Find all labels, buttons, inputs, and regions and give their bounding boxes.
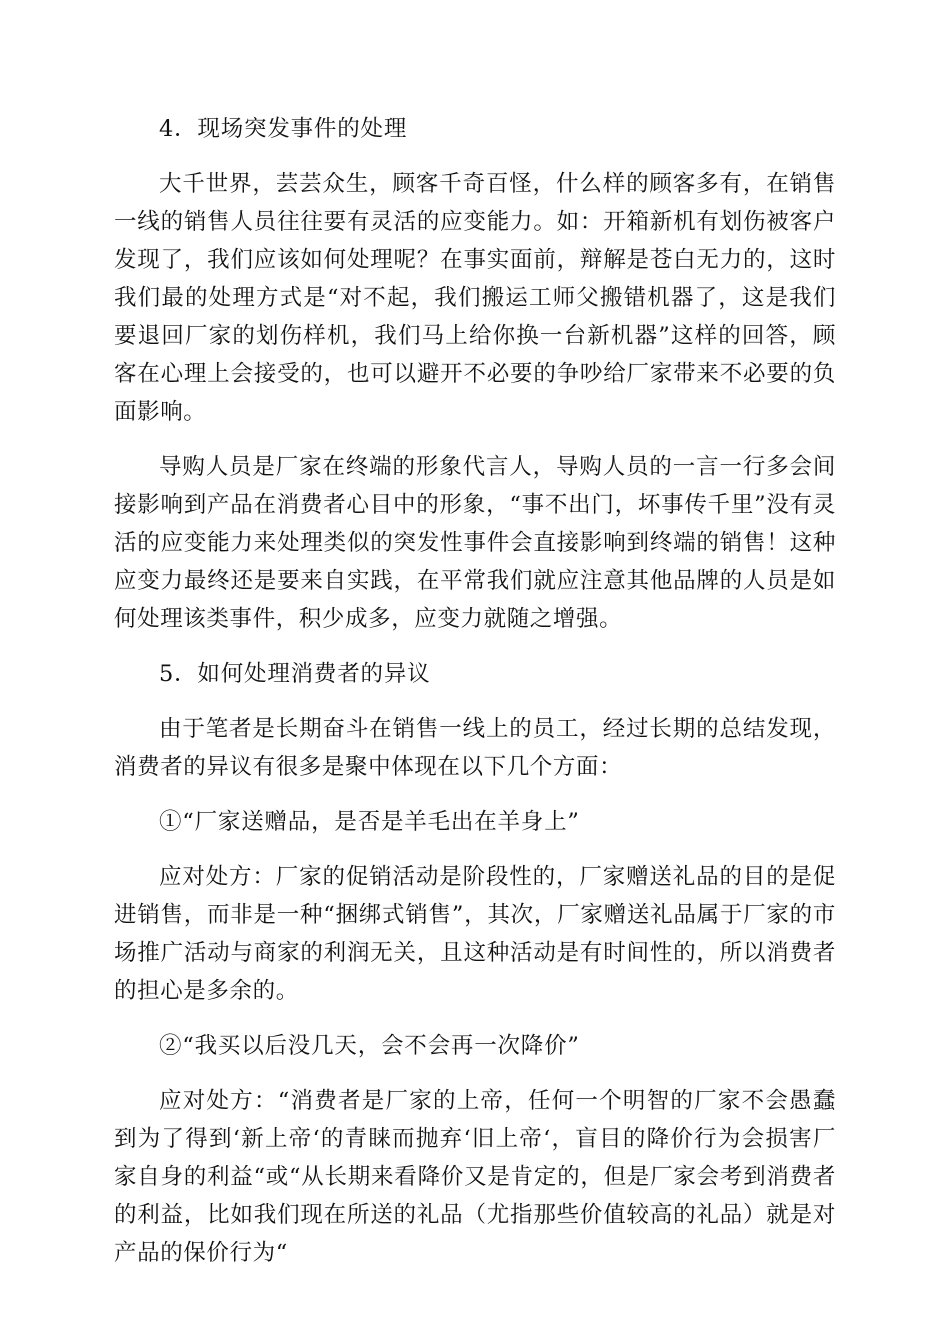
body-paragraph: 导购人员是厂家在终端的形象代言人，导购人员的一言一行多会间接影响到产品在消费者心目中的形象，“事不出门，坏事传千里”没有灵活的应变能力来处理类似的突发性事件会直接影响到终端的销售！这种应变力最终还是要来自实践，在平常我们就应注意其他品牌的人员是如何处理该类事件，积少成多，应变力就随之增强。 [114,454,836,632]
document-body [114,110,836,1289]
section-heading-4: 4．现场突发事件的处理 [159,116,408,142]
body-paragraph: 大千世界，芸芸众生，顾客千奇百怪，什么样的顾客多有，在销售一线的销售人员往往要有灵活的应变能力。如：开箱新机有划伤被客户发现了，我们应该如何处理呢？在事实面前，辩解是苍白无力的，这时我们最的处理方式是“对不起，我们搬运工师父搬错机器了，这是我们要退回厂家的划伤样机，我们马上给你换一台新机器”这样的回答，顾客在心理上会接受的，也可以避开不必要的争吵给厂家带来不必要的负面影响。 [114,171,836,425]
section-heading-5: 5．如何处理消费者的异议 [159,661,431,687]
body-paragraph: 应对处方：厂家的促销活动是阶段性的，厂家赠送礼品的目的是促进销售，而非是一种“捆绑式销售”，其次，厂家赠送礼品属于厂家的市场推广活动与商家的利润无关，且这种活动是有时间性的，所以消费者的担心是多余的。 [114,864,836,1004]
body-paragraph: 应对处方：“消费者是厂家的上帝，任何一个明智的厂家不会愚蠢到为了得到‘新上帝‘的青睐而抛弃‘旧上帝‘，盲目的降价行为会损害厂家自身的利益“或“从长期来看降价又是肯定的，但是厂家会考到消费者的利益，比如我们现在所送的礼品（尤指那些价值较高的礼品）就是对产品的保价行为“ [114,1088,836,1266]
body-paragraph: 由于笔者是长期奋斗在销售一线上的员工，经过长期的总结发现，消费者的异议有很多是聚中体现在以下几个方面： [114,716,836,780]
objection-heading-2: ②“我买以后没几天，会不会再一次降价” [159,1033,580,1059]
objection-heading-1: ①“厂家送赠品，是否是羊毛出在羊身上” [159,809,580,835]
